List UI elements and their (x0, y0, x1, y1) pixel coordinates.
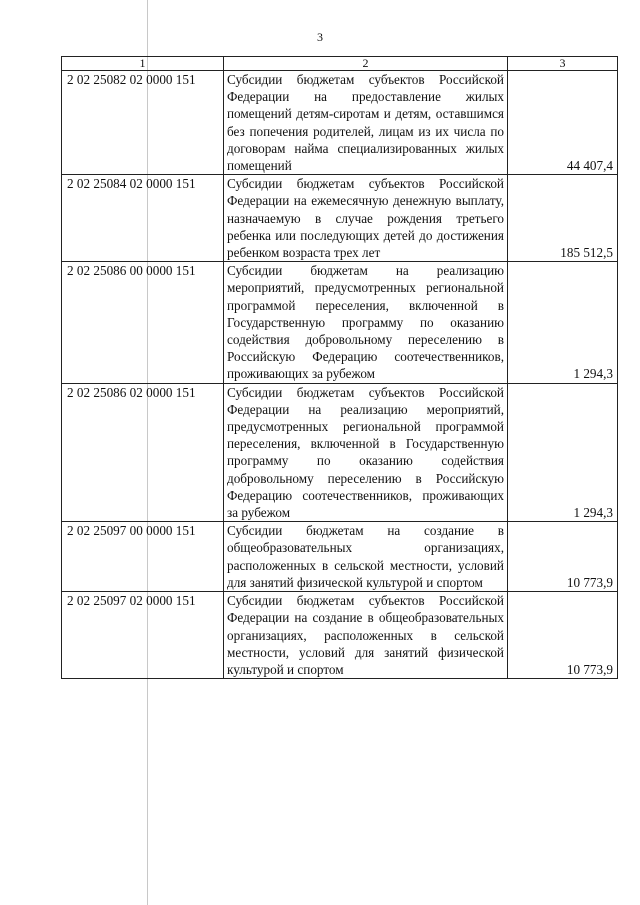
subsidy-description: Субсидии бюджетам субъектов Российской Федерации на предоставление жилых помещений детям-сиротам и детям, оставшимся без попечения родителей, лицам из их числа по договорам найма специализированных жилых помещений (224, 71, 508, 175)
amount: 10 773,9 (508, 592, 618, 679)
subsidy-description: Субсидии бюджетам на реализацию мероприятий, предусмотренных региональной программой переселения, включенной в Государственную программу по оказанию содействия добровольному переселению в Российскую Федерацию соотечественников, проживающих за рубежом (224, 262, 508, 383)
table-row (62, 383, 618, 522)
amount: 1 294,3 (508, 383, 618, 522)
subsidy-description: Субсидии бюджетам на создание в общеобразовательных организациях, расположенных в сельской местности, условий для занятий физической культурой и спортом (224, 522, 508, 592)
budget-code: 2 02 25097 02 0000 151 (62, 592, 224, 679)
budget-code: 2 02 25084 02 0000 151 (62, 175, 224, 262)
page-number: 3 (317, 30, 323, 44)
budget-code: 2 02 25086 00 0000 151 (62, 262, 224, 383)
header-col-2: 2 (224, 57, 508, 71)
table-row (62, 262, 618, 383)
amount: 1 294,3 (508, 262, 618, 383)
table-row (62, 522, 618, 592)
amount: 44 407,4 (508, 71, 618, 175)
table-row (62, 71, 618, 175)
table-row (62, 175, 618, 262)
budget-code: 2 02 25086 02 0000 151 (62, 383, 224, 522)
header-col-1: 1 (62, 57, 224, 71)
subsidy-description: Субсидии бюджетам субъектов Российской Федерации на создание в общеобразовательных организациях, расположенных в сельской местности, условий для занятий физической культурой и спортом (224, 592, 508, 679)
subsidy-description: Субсидии бюджетам субъектов Российской Федерации на ежемесячную денежную выплату, назначаемую в случае рождения третьего ребенка или последующих детей до достижения ребенком возраста трех лет (224, 175, 508, 262)
header-col-3: 3 (508, 57, 618, 71)
amount: 185 512,5 (508, 175, 618, 262)
amount: 10 773,9 (508, 522, 618, 592)
budget-code: 2 02 25097 00 0000 151 (62, 522, 224, 592)
budget-code: 2 02 25082 02 0000 151 (62, 71, 224, 175)
subsidy-description: Субсидии бюджетам субъектов Российской Федерации на реализацию мероприятий, предусмотренных региональной программой переселения, включенной в Государственную программу по оказанию содействия добровольному переселению в Российскую Федерацию соотечественников, проживающих за рубежом (224, 383, 508, 522)
budget-table (61, 56, 618, 679)
table-row (62, 592, 618, 679)
table-header-row (62, 57, 618, 71)
